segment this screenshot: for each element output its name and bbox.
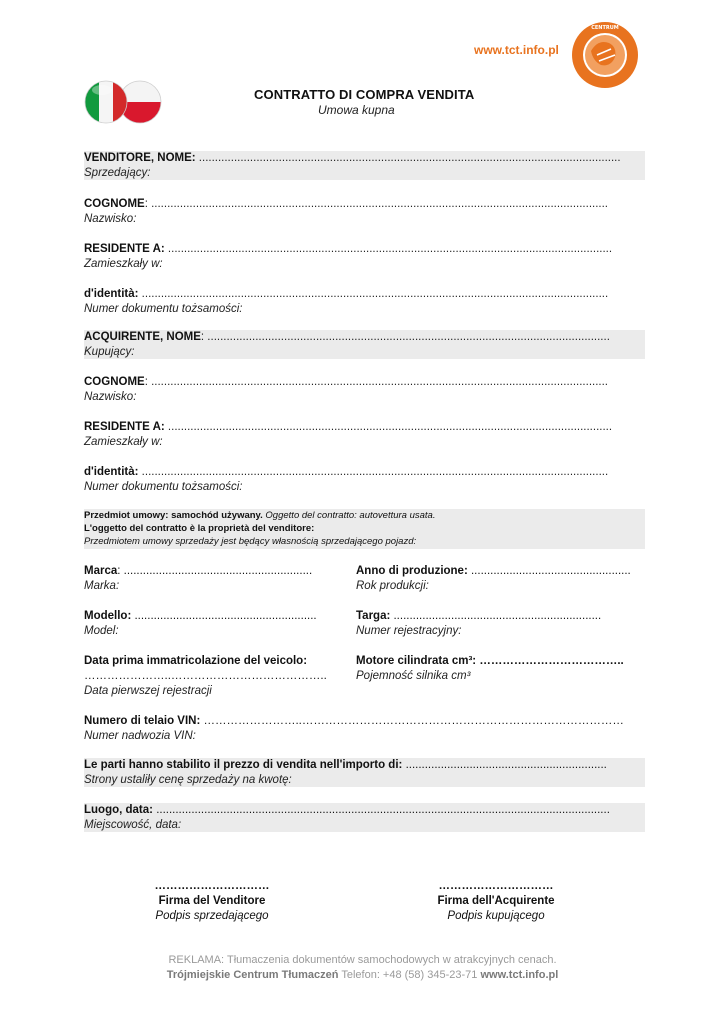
header-url[interactable]: www.tct.info.pl bbox=[474, 43, 559, 57]
seller-name-field[interactable] bbox=[84, 151, 645, 180]
buyer-resident-field[interactable] bbox=[84, 420, 645, 450]
fill-line: ........................................................................................................................................... bbox=[164, 421, 613, 433]
field-label: Luogo, data: bbox=[84, 804, 153, 816]
subject-it-italic: Oggetto del contratto: autovettura usata. bbox=[262, 510, 436, 521]
field-translation: Zamieszkały w: bbox=[84, 258, 163, 270]
field-label: Anno di produzione: bbox=[356, 565, 468, 577]
field-label: d'identità: bbox=[84, 288, 139, 300]
signature-line: ………………………… bbox=[438, 880, 554, 892]
field-label: VENDITORE, NOME: bbox=[84, 152, 196, 164]
vehicle-model-field[interactable] bbox=[84, 609, 340, 639]
vehicle-vin-field[interactable] bbox=[84, 714, 645, 744]
vehicle-plate-field[interactable] bbox=[356, 609, 645, 639]
fill-line: ................................................................. bbox=[390, 610, 602, 622]
buyer-name-field[interactable] bbox=[84, 330, 645, 359]
field-translation: Nazwisko: bbox=[84, 391, 137, 403]
price-field[interactable] bbox=[84, 758, 645, 787]
field-label: Numero di telaio VIN: bbox=[84, 715, 201, 727]
field-label: Le parti hanno stabilito il prezzo di vendita nell'importo di: bbox=[84, 759, 403, 771]
place-date-field[interactable] bbox=[84, 803, 645, 832]
fill-line: .............................................................................................................................................. bbox=[153, 804, 610, 816]
vehicle-engine-field[interactable] bbox=[356, 654, 645, 684]
field-translation: Rok produkcji: bbox=[356, 580, 429, 592]
field-translation: Numer dokumentu tożsamości: bbox=[84, 303, 243, 315]
fill-line: ........................................................................................................................................... bbox=[164, 243, 613, 255]
buyer-signature[interactable] bbox=[406, 879, 586, 924]
document-subtitle: Umowa kupna bbox=[318, 103, 395, 117]
italy-flag-icon bbox=[84, 78, 129, 128]
signature-title: Firma dell'Acquirente bbox=[437, 895, 555, 907]
fill-line: : ............................................................................................................................................... bbox=[144, 376, 608, 388]
field-label: Targa: bbox=[356, 610, 391, 622]
seller-surname-field[interactable] bbox=[84, 197, 645, 227]
signature-translation: Podpis kupującego bbox=[447, 910, 545, 922]
field-label: Marca bbox=[84, 565, 118, 577]
field-translation: Sprzedający: bbox=[84, 167, 151, 179]
field-translation: Model: bbox=[84, 625, 119, 637]
field-label: Modello: bbox=[84, 610, 132, 622]
field-label: ACQUIRENTE, NOME bbox=[84, 331, 201, 343]
field-translation: Numer nadwozia VIN: bbox=[84, 730, 196, 742]
field-translation: Nazwisko: bbox=[84, 213, 137, 225]
seller-id-field[interactable] bbox=[84, 287, 645, 317]
vehicle-first-registration-field[interactable] bbox=[84, 654, 352, 699]
fill-line: .................................................. bbox=[467, 565, 631, 577]
field-label: COGNOME bbox=[84, 198, 145, 210]
signature-translation: Podpis sprzedającego bbox=[155, 910, 269, 922]
field-label: Motore cilindrata cm³: bbox=[356, 655, 477, 667]
footer-phone: Telefon: +48 (58) 345-23-71 bbox=[338, 969, 481, 981]
fill-line: .................................................................................................................................................. bbox=[138, 288, 609, 300]
signature-title: Firma del Venditore bbox=[158, 895, 266, 907]
field-translation: Zamieszkały w: bbox=[84, 436, 163, 448]
field-translation: Data pierwszej rejestracji bbox=[84, 685, 212, 697]
vehicle-make-field[interactable] bbox=[84, 564, 340, 594]
field-translation: Numer dokumentu tożsamości: bbox=[84, 481, 243, 493]
fill-line: ............................................................... bbox=[402, 759, 607, 771]
field-translation: Pojemność silnika cm³ bbox=[356, 670, 471, 682]
language-flags bbox=[84, 78, 164, 128]
field-label: Data prima immatricolazione del veicolo: bbox=[84, 655, 308, 667]
contract-subject-box bbox=[84, 509, 645, 549]
field-label: RESIDENTE A: bbox=[84, 243, 165, 255]
fill-line: .................................................................................................................................... bbox=[195, 152, 621, 164]
field-label: COGNOME bbox=[84, 376, 145, 388]
seller-resident-field[interactable] bbox=[84, 242, 645, 272]
subject-pl-bold: Przedmiot umowy: samochód używany. bbox=[84, 510, 263, 521]
subject-it-bold: L'oggetto del contratto è la proprietà del venditore: bbox=[84, 523, 315, 534]
svg-text:CENTRUM: CENTRUM bbox=[591, 25, 619, 31]
fill-line: : ............................................................................................................................................... bbox=[144, 198, 608, 210]
fill-line: …………………..………………………………….. bbox=[84, 670, 327, 682]
vehicle-year-field[interactable] bbox=[356, 564, 645, 594]
footer-url[interactable]: www.tct.info.pl bbox=[480, 969, 559, 981]
signature-line: ………………………… bbox=[154, 880, 270, 892]
fill-line: ......................................................... bbox=[131, 610, 317, 622]
field-label: RESIDENTE A: bbox=[84, 421, 165, 433]
subject-pl-italic: Przedmiotem umowy sprzedaży jest będący własnością sprzedającego pojazd: bbox=[84, 536, 417, 547]
field-translation: Strony ustaliły cenę sprzedaży na kwotę: bbox=[84, 774, 292, 786]
field-translation: Marka: bbox=[84, 580, 120, 592]
field-translation: Miejscowość, data: bbox=[84, 819, 182, 831]
fill-line: .................................................................................................................................................. bbox=[138, 466, 609, 478]
field-label: d'identità: bbox=[84, 466, 139, 478]
fill-line: : ........................................................... bbox=[117, 565, 313, 577]
fill-line: ……………………………….. bbox=[476, 655, 624, 667]
footer-ad-line: REKLAMA: Tłumaczenia dokumentów samochodowych w atrakcyjnych cenach. bbox=[168, 954, 557, 966]
footer-brand: Trójmiejskie Centrum Tłumaczeń bbox=[166, 969, 339, 981]
field-translation: Kupujący: bbox=[84, 346, 135, 358]
document-title: CONTRATTO DI COMPRA VENDITA bbox=[254, 87, 475, 102]
footer-contact bbox=[0, 968, 725, 983]
buyer-id-field[interactable] bbox=[84, 465, 645, 495]
company-logo-icon bbox=[571, 21, 639, 89]
fill-line: : .............................................................................................................................. bbox=[200, 331, 610, 343]
seller-signature[interactable] bbox=[122, 879, 302, 924]
field-translation: Numer rejestracyjny: bbox=[356, 625, 462, 637]
fill-line: ……………………..………………………………………………………………………… bbox=[200, 715, 624, 727]
buyer-surname-field[interactable] bbox=[84, 375, 645, 405]
